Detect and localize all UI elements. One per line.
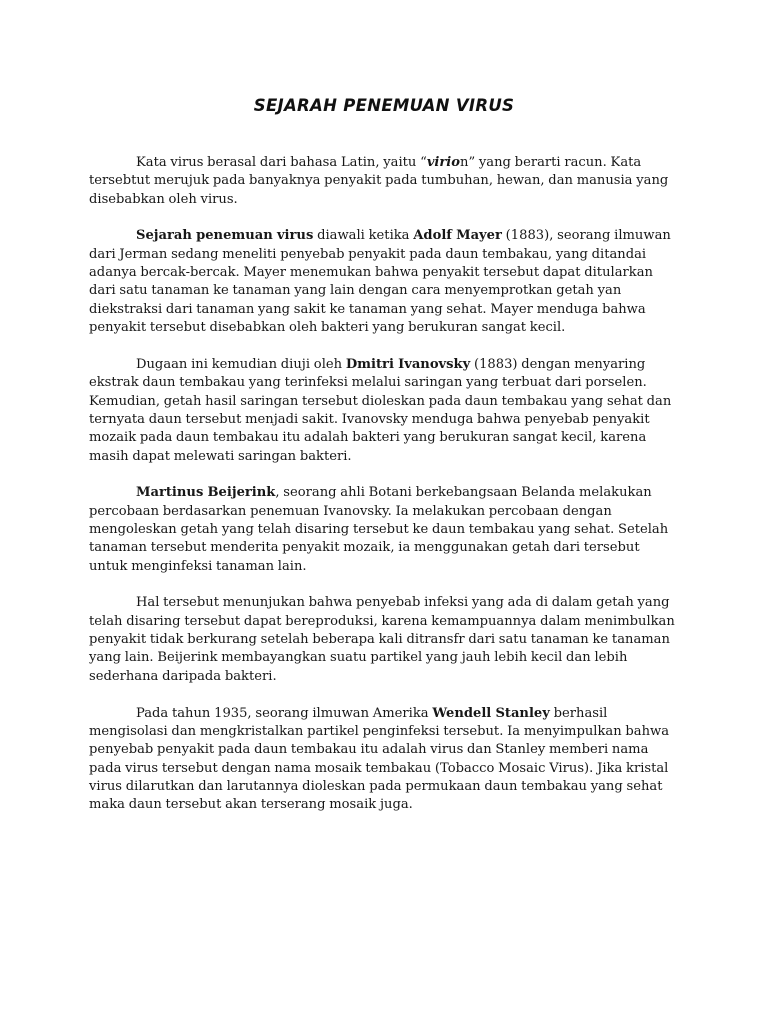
- paragraph-3: [89, 356, 675, 466]
- p3-bold-ivanovsky: Dmitri Ivanovsky: [345, 356, 471, 372]
- document-title: SEJARAH PENEMUAN VIRUS: [253, 96, 515, 115]
- p6-text-c: berhasil mengisolasi dan mengkristalkan partikel penginfeksi tersebut. Ia menyimpulkan bahwa penyebab penyakit pada daun tembakau itu adalah virus dan Stanley memberi nama pada virus tersebut dengan nama mosaik tembakau (Tobacco Mosaic Virus). Jika kristal virus dilarutkan dan larutannya dioleskan pada permukaan daun tembakau yang sehat maka daun tersebut akan terserang mosaik juga.: [89, 705, 670, 813]
- p4-bold-beijerink: Martinus Beijerink: [136, 485, 276, 501]
- p4-text-b: , seorang ahli Botani berkebangsaan Belanda melakukan percobaan berdasarkan penemuan Ivanovsky. Ia melakukan percobaan dengan mengoleskan getah yang telah disaring tersebut ke daun tembakau yang sehat. Setelah tanaman tersebut menderita penyakit mozaik, ia menggunakan getah dari tersebut untuk menginfeksi tanaman lain.: [89, 485, 669, 574]
- p2-bold-adolf-mayer: Adolf Mayer: [413, 228, 502, 244]
- document-body: [89, 154, 675, 833]
- p6-text-a: Pada tahun 1935, seorang ilmuwan Amerika: [136, 705, 433, 721]
- p5-text-a: Hal tersebut menunjukan bahwa penyebab infeksi yang ada di dalam getah yang telah disaring tersebut dapat bereproduksi, karena kemampuannya dalam menimbulkan penyakit tidak berkurang setelah beberapa kali ditransfr dari satu tanaman ke tanaman yang lain. Beijerink membayangkan suatu partikel yang jauh lebih kecil dan lebih sederhana daripada bakteri.: [89, 595, 675, 684]
- paragraph-2: [89, 227, 675, 337]
- p1-term-virion: virio: [426, 155, 461, 170]
- p3-text-a: Dugaan ini kemudian diuji oleh: [136, 356, 346, 372]
- p2-bold-sejarah: Sejarah penemuan virus: [136, 228, 314, 244]
- p1-text-c: n” yang berarti racun. Kata tersebtut merujuk pada banyaknya penyakit pada tumbuhan, hewan, dan manusia yang disebabkan oleh virus.: [89, 155, 669, 207]
- paragraph-4: [89, 484, 675, 576]
- p3-text-c: (1883) dengan menyaring ekstrak daun tembakau yang terinfeksi melalui saringan yang terbuat dari porselen. Kemudian, getah hasil saringan tersebut dioleskan pada daun tembakau yang sehat dan ternyata daun tersebut menjadi sakit. Ivanovsky menduga bahwa penyebab penyakit mozaik pada daun tembakau itu adalah bakteri yang berukuran sangat kecil, karena masih dapat melewati saringan bakteri.: [89, 356, 672, 464]
- p1-text-a: Kata virus berasal dari bahasa Latin, yaitu “: [136, 155, 427, 170]
- p2-text-b: diawali ketika: [313, 228, 414, 244]
- paragraph-1: [89, 154, 675, 209]
- paragraph-5: [89, 594, 675, 686]
- paragraph-6: [89, 705, 675, 815]
- p2-text-d: (1883: [501, 228, 545, 244]
- p2-text-e: ), seorang ilmuwan dari Jerman sedang meneliti penyebab penyakit pada daun tembakau, yang ditandai adanya bercak-bercak. Mayer menemukan bahwa penyakit tersebut dapat ditularkan dari satu tanaman ke tanaman yang lain dengan cara menyemprotkan getah yan diekstraksi dari tanaman yang sakit ke tanaman yang sehat. Mayer menduga bahwa penyakit tersebut disebabkan oleh bakteri yang berukuran sangat kecil.: [89, 228, 671, 336]
- p6-bold-stanley: Wendell Stanley: [432, 705, 550, 721]
